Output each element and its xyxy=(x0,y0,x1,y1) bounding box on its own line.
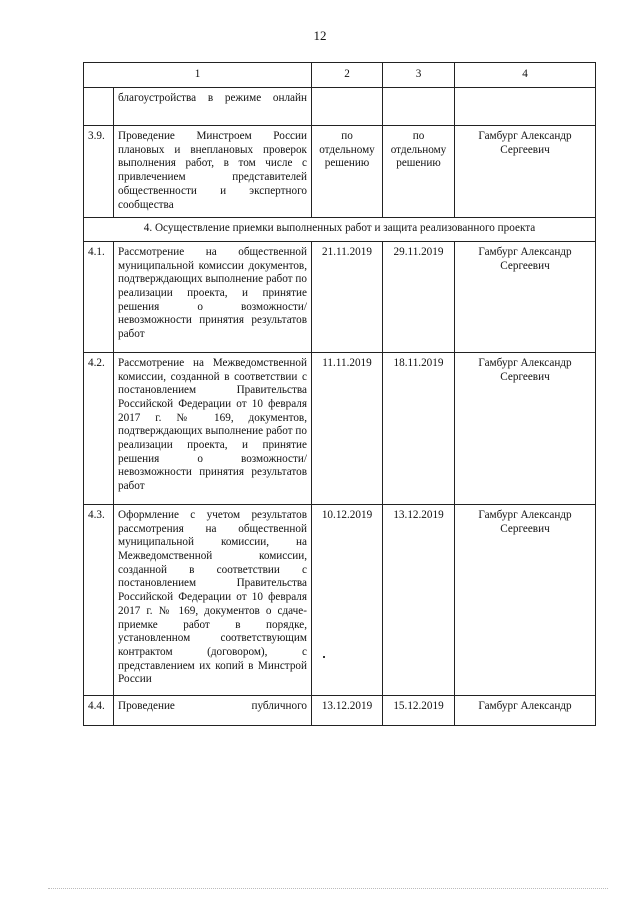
row-start: 21.11.2019 xyxy=(312,241,383,352)
header-col-3: 3 xyxy=(383,63,455,88)
table-row xyxy=(84,352,596,504)
row-start: 11.11.2019 xyxy=(312,352,383,504)
row-end: по отдельному решению xyxy=(383,126,455,218)
row-task: Рассмотрение на Межведомственной комиссии, созданной в соответствии с постановлением Правительства Российской Федерации от 10 февраля 2017 г. № 169, документов, подтверждающих выполнение работ по реализации проекта, и принятие решения о возможности/невозможности принятия результатов работ xyxy=(114,352,312,504)
row-task: Проведение публичного xyxy=(114,696,312,726)
row-number: 4.1. xyxy=(84,241,114,352)
row-start xyxy=(312,88,383,126)
row-task: Проведение Минстроем России плановых и внеплановых проверок выполнения работ, в том числе с привлечением представителей общественности и экспертного сообщества xyxy=(114,126,312,218)
table-header-row xyxy=(84,63,596,88)
row-responsible: Гамбург Александр Сергеевич xyxy=(455,352,596,504)
header-col-4: 4 xyxy=(455,63,596,88)
row-end: 13.12.2019 xyxy=(383,504,455,695)
section-title: 4. Осуществление приемки выполненных работ и защита реализованного проекта xyxy=(84,218,596,242)
header-col-1: 1 xyxy=(84,63,312,88)
row-task: благоустройства в режиме онлайн xyxy=(114,88,312,126)
row-start: 13.12.2019 xyxy=(312,696,383,726)
row-end: 29.11.2019 xyxy=(383,241,455,352)
row-number: 4.2. xyxy=(84,352,114,504)
table-row xyxy=(84,126,596,218)
row-responsible: Гамбург Александр Сергеевич xyxy=(455,504,596,695)
table-row xyxy=(84,504,596,695)
row-number: 4.4. xyxy=(84,696,114,726)
row-responsible: Гамбург Александр Сергеевич xyxy=(455,241,596,352)
row-end xyxy=(383,88,455,126)
row-number: 3.9. xyxy=(84,126,114,218)
table-row xyxy=(84,241,596,352)
table-row xyxy=(84,88,596,126)
scan-artifact-line xyxy=(48,888,608,890)
plan-table xyxy=(83,62,596,726)
row-responsible: Гамбург Александр Сергеевич xyxy=(455,126,596,218)
row-task: Рассмотрение на общественной муниципальной комиссии документов, подтверждающих выполнение работ по реализации проекта, и принятие решения о возможности/невозможности принятия результатов работ xyxy=(114,241,312,352)
row-end: 18.11.2019 xyxy=(383,352,455,504)
row-responsible xyxy=(455,88,596,126)
row-responsible: Гамбург Александр xyxy=(455,696,596,726)
scan-speck xyxy=(323,656,325,658)
row-end: 15.12.2019 xyxy=(383,696,455,726)
row-start: по отдельному решению xyxy=(312,126,383,218)
header-col-2: 2 xyxy=(312,63,383,88)
row-number: 4.3. xyxy=(84,504,114,695)
row-number xyxy=(84,88,114,126)
table-row xyxy=(84,696,596,726)
page-number: 12 xyxy=(313,28,327,43)
row-start: 10.12.2019 xyxy=(312,504,383,695)
section-row xyxy=(84,218,596,242)
row-task: Оформление с учетом результатов рассмотрения на общественной муниципальной комиссии, на Межведомственной комиссии, созданной в соответствии с постановлением Правительства Российской Федерации от 10 февраля 2017 г. № 169, документов о сдаче-приемке работ в порядке, установленном соответствующим контрактом (договором), с представлением их копий в Минстрой России xyxy=(114,504,312,695)
